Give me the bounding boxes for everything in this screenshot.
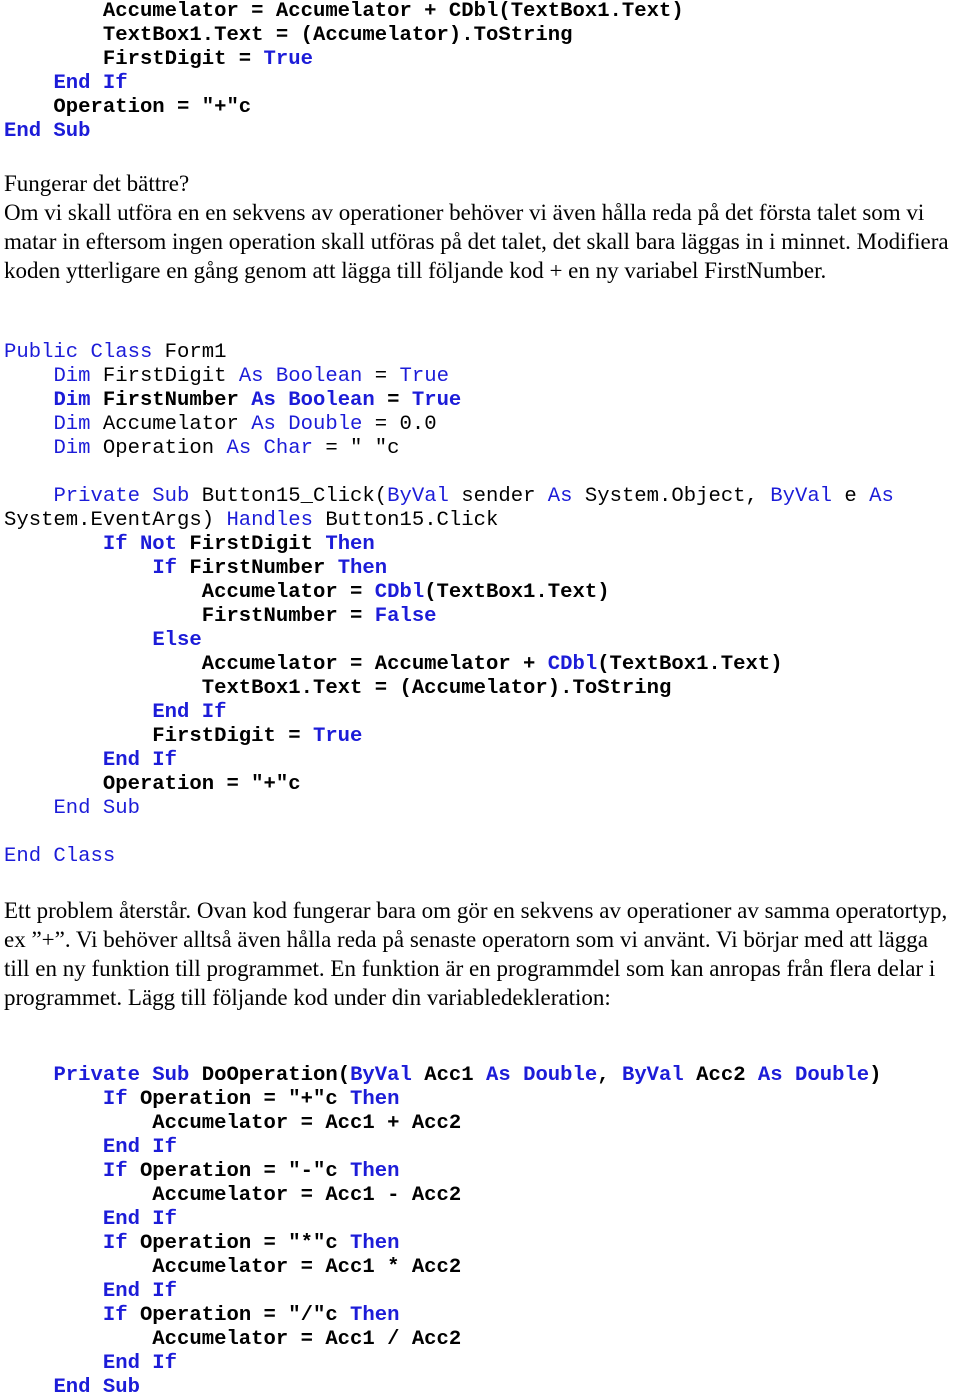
code-line xyxy=(4,48,684,72)
code-keyword: Then xyxy=(350,1304,400,1327)
code-line xyxy=(4,797,894,821)
code-line xyxy=(4,821,894,845)
code-text xyxy=(4,1136,103,1159)
code-line xyxy=(4,1280,882,1304)
code-text: = xyxy=(362,365,400,388)
code-keyword: If xyxy=(152,557,178,580)
code-line xyxy=(4,1352,882,1376)
code-text: Button15.Click xyxy=(312,509,499,532)
code-text: (TextBox1.Text) xyxy=(424,581,610,604)
code-text: FirstDigit xyxy=(177,533,326,556)
code-text: FirstNumber = xyxy=(4,605,375,628)
code-keyword: End Sub xyxy=(4,120,91,143)
code-text: FirstNumber xyxy=(177,557,338,580)
code-text: Accumelator xyxy=(90,413,252,436)
paragraph-problem: Ett problem återstår. Ovan kod fungerar bara om gör en sekvens av operationer av samma operatortyp, ex ”+”. Vi behöver alltså även hålla reda på senaste operatorn som vi använt. Vi börjar med att lägga till en ny funktion till programmet. En funktion är en programmdel som kan anropas från flera delar i programmet. Lägg till följande kod under din variabledekleration: xyxy=(4,898,948,1010)
code-text xyxy=(4,389,53,412)
code-keyword: True xyxy=(399,365,449,388)
code-keyword: CDbl xyxy=(547,653,598,676)
code-text xyxy=(4,1064,53,1087)
code-keyword: False xyxy=(374,605,437,628)
code-keyword: True xyxy=(411,389,462,412)
code-line xyxy=(4,413,894,437)
code-line xyxy=(4,701,894,725)
code-line xyxy=(4,365,894,389)
code-text: Accumelator = Accumelator + CDbl(TextBox1.Text) xyxy=(4,0,684,23)
code-text: Operation = "+"c xyxy=(4,773,301,796)
code-text xyxy=(4,1160,103,1183)
code-keyword: Then xyxy=(350,1160,400,1183)
code-text: , xyxy=(597,1064,622,1087)
code-text xyxy=(4,72,53,95)
code-keyword: End If xyxy=(152,701,227,724)
code-line xyxy=(4,341,894,365)
code-text: FirstDigit = xyxy=(4,48,264,71)
code-keyword: End Class xyxy=(4,845,116,868)
code-text: e xyxy=(832,485,870,508)
code-keyword: If xyxy=(102,1304,128,1327)
code-keyword: End If xyxy=(102,1280,178,1303)
code-text xyxy=(4,1352,103,1375)
code-line xyxy=(4,533,894,557)
code-line xyxy=(4,1184,882,1208)
code-text xyxy=(4,701,152,724)
code-line xyxy=(4,509,894,533)
code-line xyxy=(4,72,684,96)
code-keyword: ByVal xyxy=(770,485,833,508)
code-line xyxy=(4,773,894,797)
code-keyword: As Boolean xyxy=(251,389,375,412)
code-text xyxy=(4,413,53,436)
code-keyword: If xyxy=(102,1088,128,1111)
code-text: = xyxy=(374,389,412,412)
code-line xyxy=(4,24,684,48)
code-text xyxy=(4,533,103,556)
code-line xyxy=(4,1064,882,1088)
code-keyword: If Not xyxy=(102,533,178,556)
code-keyword: Private Sub xyxy=(53,1064,190,1087)
code-keyword: If xyxy=(102,1160,128,1183)
code-line xyxy=(4,581,894,605)
code-line xyxy=(4,1160,882,1184)
code-text: System.Object, xyxy=(572,485,771,508)
code-keyword: Then xyxy=(325,533,375,556)
code-text: Form1 xyxy=(152,341,227,364)
code-keyword: Dim xyxy=(53,365,91,388)
code-line xyxy=(4,1208,882,1232)
code-text: Acc2 xyxy=(683,1064,758,1087)
code-text xyxy=(4,485,53,508)
code-keyword: Then xyxy=(350,1088,400,1111)
code-text: Operation = "-"c xyxy=(127,1160,351,1183)
code-line xyxy=(4,1232,882,1256)
code-keyword: Dim xyxy=(53,437,91,460)
code-text: TextBox1.Text = (Accumelator).ToString xyxy=(4,677,672,700)
code-line xyxy=(4,629,894,653)
code-line xyxy=(4,725,894,749)
code-keyword: As Double xyxy=(251,413,363,436)
code-text: FirstDigit = xyxy=(4,725,313,748)
code-line xyxy=(4,96,684,120)
code-text: DoOperation( xyxy=(189,1064,351,1087)
code-line xyxy=(4,485,894,509)
code-text xyxy=(4,1232,103,1255)
code-line xyxy=(4,1328,882,1352)
code-text xyxy=(4,1304,103,1327)
code-keyword: Then xyxy=(337,557,388,580)
code-keyword: Handles xyxy=(226,509,313,532)
code-text: System.EventArgs) xyxy=(4,509,227,532)
code-keyword: Else xyxy=(152,629,202,652)
code-text: FirstDigit xyxy=(90,365,239,388)
code-keyword: Public Class xyxy=(4,341,153,364)
code-keyword: ByVal xyxy=(350,1064,412,1087)
code-text xyxy=(4,1088,103,1111)
code-text xyxy=(4,629,152,652)
code-line xyxy=(4,749,894,773)
code-text: Accumelator = Acc1 * Acc2 xyxy=(4,1256,462,1279)
code-line xyxy=(4,1088,882,1112)
code-text: Operation xyxy=(90,437,227,460)
code-keyword: End If xyxy=(102,1208,178,1231)
code-keyword: True xyxy=(312,725,363,748)
code-text: Accumelator = xyxy=(4,581,375,604)
paragraph-fungerar xyxy=(4,169,956,285)
code-line xyxy=(4,605,894,629)
code-line xyxy=(4,461,894,485)
code-text xyxy=(4,1280,103,1303)
code-text: (TextBox1.Text) xyxy=(597,653,783,676)
paragraph-question: Fungerar det bättre? xyxy=(4,171,190,196)
code-keyword: End If xyxy=(102,749,178,772)
code-text: FirstNumber xyxy=(90,389,252,412)
code-block-form1-class xyxy=(4,341,894,869)
code-keyword: As Boolean xyxy=(238,365,363,388)
code-keyword: Then xyxy=(350,1232,400,1255)
code-text: Accumelator = Acc1 + Acc2 xyxy=(4,1112,462,1135)
code-line xyxy=(4,1256,882,1280)
code-keyword: End Sub xyxy=(53,797,140,820)
code-line xyxy=(4,1376,882,1400)
code-keyword: As Double xyxy=(486,1064,598,1087)
code-text xyxy=(4,1376,53,1399)
code-text: = " "c xyxy=(312,437,400,460)
code-keyword: Private Sub xyxy=(53,485,190,508)
code-line xyxy=(4,1304,882,1328)
code-block-dooperation xyxy=(4,1064,882,1400)
code-keyword: Dim xyxy=(53,413,91,436)
code-keyword: As xyxy=(869,485,894,508)
code-keyword: End If xyxy=(102,1136,178,1159)
code-keyword: End Sub xyxy=(53,1376,140,1399)
code-text xyxy=(4,365,53,388)
code-text: Accumelator = Acc1 / Acc2 xyxy=(4,1328,462,1351)
code-line xyxy=(4,1112,882,1136)
code-keyword: As Char xyxy=(226,437,313,460)
code-keyword: ByVal xyxy=(621,1064,684,1087)
code-text xyxy=(4,797,53,820)
code-text: = 0.0 xyxy=(362,413,437,436)
code-text: Operation = "+"c xyxy=(4,96,252,119)
code-text xyxy=(4,1208,103,1231)
code-line xyxy=(4,120,684,144)
code-keyword: As xyxy=(547,485,573,508)
code-text: ) xyxy=(869,1064,882,1087)
code-line xyxy=(4,389,894,413)
code-text: Accumelator = Accumelator + xyxy=(4,653,548,676)
code-keyword: Dim xyxy=(53,389,91,412)
code-keyword: End If xyxy=(53,72,128,95)
code-text: sender xyxy=(448,485,548,508)
code-text: TextBox1.Text = (Accumelator).ToString xyxy=(4,24,573,47)
code-text: Accumelator = Acc1 - Acc2 xyxy=(4,1184,462,1207)
code-keyword: True xyxy=(263,48,313,71)
code-text: Operation = "*"c xyxy=(127,1232,351,1255)
code-line xyxy=(4,845,894,869)
code-line xyxy=(4,557,894,581)
code-text xyxy=(4,437,53,460)
code-line xyxy=(4,1136,882,1160)
code-line xyxy=(4,0,684,24)
code-keyword: As Double xyxy=(757,1064,870,1087)
code-line xyxy=(4,437,894,461)
code-text xyxy=(4,749,103,772)
code-keyword: ByVal xyxy=(387,485,449,508)
code-line xyxy=(4,653,894,677)
code-text xyxy=(4,557,152,580)
code-block-button15-end xyxy=(4,0,684,144)
code-text: Acc1 xyxy=(411,1064,487,1087)
code-text: Operation = "/"c xyxy=(127,1304,351,1327)
code-keyword: CDbl xyxy=(374,581,425,604)
code-keyword: End If xyxy=(102,1352,178,1375)
code-line xyxy=(4,677,894,701)
code-keyword: If xyxy=(102,1232,128,1255)
paragraph-body: Om vi skall utföra en en sekvens av operationer behöver vi även hålla reda på det första talet som vi matar in eftersom ingen operation skall utföras på det talet, det skall bara läggas in i minnet. Modifiera koden ytterligare en gång genom att lägga till följande kod + en ny variabel FirstNumber. xyxy=(4,200,949,283)
code-text: Operation = "+"c xyxy=(127,1088,351,1111)
code-text: Button15_Click( xyxy=(189,485,388,508)
